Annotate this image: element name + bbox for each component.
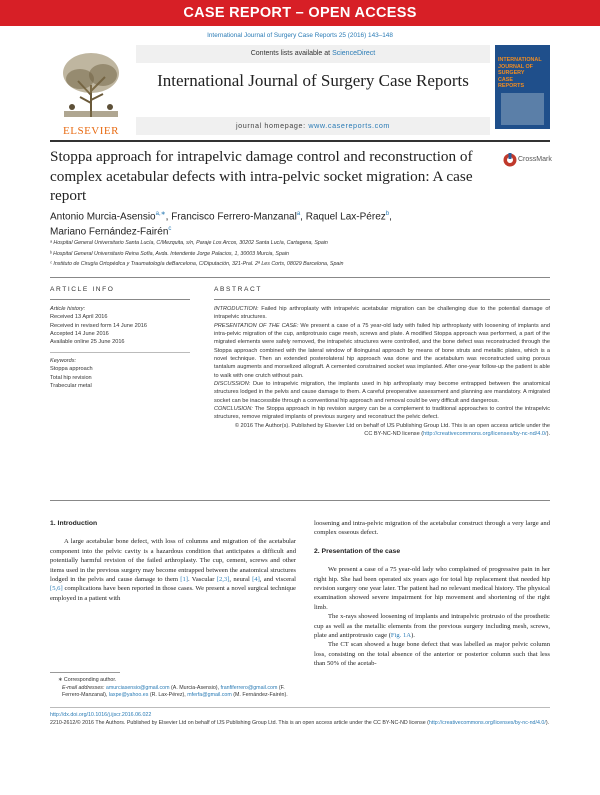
- homepage-bar: [136, 117, 490, 135]
- email-label: E-mail addresses:: [62, 684, 106, 691]
- section-rule: [50, 277, 550, 278]
- body-column-left: [50, 519, 296, 603]
- abstract-discussion-label: DISCUSSION:: [214, 381, 251, 388]
- homepage-prefix: journal homepage:: [235, 121, 309, 130]
- copyright-text: 2210-2612/© 2016 The Authors. Published by Elsevier Ltd on behalf of IJS Publishing Group Ltd. This is an open access article under the CC BY-NC-ND license (: [50, 719, 429, 726]
- history-entry: Available online 25 June 2016: [50, 339, 125, 346]
- keywords-rule: [50, 352, 190, 353]
- presentation-paragraph: [314, 612, 550, 640]
- author-name[interactable]: Antonio Murcia-Asensio: [50, 211, 156, 223]
- license-link[interactable]: http://creativecommons.org/licenses/by-nc-nd/4.0/: [423, 431, 547, 438]
- footnotes: [50, 677, 296, 700]
- history-entry: Received 13 April 2016: [50, 314, 108, 321]
- copyright-license-link[interactable]: http://creativecommons.org/licenses/by-nc-nd/4.0/: [428, 719, 546, 726]
- crossmark-button[interactable]: [503, 150, 551, 172]
- presentation-heading: 2. Presentation of the case: [314, 547, 401, 555]
- cover-line: CASE: [498, 76, 513, 83]
- author-list: [50, 208, 550, 239]
- keywords-label: Keywords:: [50, 358, 77, 364]
- header-rule: [50, 140, 550, 142]
- open-access-banner: CASE REPORT – OPEN ACCESS: [0, 0, 600, 26]
- abstract-intro: [214, 305, 550, 322]
- journal-masthead: [50, 45, 550, 135]
- introduction-continuation: loosening and intra-pelvic migration of the acetabular construct through a very large and complex osseous defect.: [314, 520, 550, 537]
- author-name[interactable]: Raquel Lax-Pérez: [305, 211, 386, 223]
- contents-bar: [136, 45, 490, 63]
- affiliation-line: ᵃ Hospital General Universitario Santa Lucía, C/Mezquita, s/n, Paraje Los Arcos, 30202 Santa Lucía, Cartagena, Spain: [50, 240, 328, 246]
- body-text: ).: [411, 632, 415, 640]
- article-history: [50, 305, 188, 346]
- figure-link[interactable]: Fig. 1A: [390, 632, 412, 640]
- abstract-presentation: [214, 322, 550, 380]
- citation-link[interactable]: [5,6]: [50, 585, 63, 593]
- citation-link[interactable]: [4]: [252, 576, 260, 584]
- copyright-statement: [50, 720, 550, 728]
- journal-citation-link[interactable]: International Journal of Surgery Case Reports 25 (2016) 143–148: [207, 32, 393, 39]
- abstract-intro-label: INTRODUCTION:: [214, 306, 259, 312]
- citation-link[interactable]: [2,3]: [216, 576, 230, 584]
- corresponding-author-note: ∗ Corresponding author.: [58, 677, 117, 683]
- doi-link[interactable]: http://dx.doi.org/10.1016/j.ijscr.2016.06.022: [50, 712, 152, 718]
- journal-title: International Journal of Surgery Case Reports: [157, 71, 469, 90]
- body-rule: [50, 500, 550, 501]
- author-separator: ,: [389, 211, 392, 223]
- body-text: . Vascular: [188, 576, 217, 584]
- email-owner: (A. Murcia-Asensio),: [169, 684, 219, 691]
- abstract-intro-text: Failed hip arthroplasty with intrapelvic acetabular migration can be challenging due to the potential damage of intrapelvic structures.: [214, 306, 550, 321]
- license-statement: [214, 422, 550, 439]
- footnote-rule: [50, 672, 120, 673]
- cover-line: SURGERY: [498, 70, 525, 77]
- email-link[interactable]: amurciasensio@gmail.com: [105, 684, 170, 691]
- keyword: Trabecular metal: [50, 382, 92, 389]
- info-rule: [50, 299, 190, 300]
- keyword: Stoppa approach: [50, 366, 93, 373]
- journal-cover-thumbnail: [495, 45, 550, 129]
- license-text: © 2016 The Author(s). Published by Elsevier Ltd on behalf of IJS Publishing Group Ltd. This is an open access article under the CC BY-NC-ND license (: [234, 422, 550, 438]
- author-affiliation-mark[interactable]: b: [385, 211, 390, 217]
- publisher-name: ELSEVIER: [63, 125, 119, 137]
- masthead-center: [136, 45, 490, 135]
- crossmark-icon: [503, 151, 517, 169]
- author-affiliation-mark[interactable]: a: [296, 211, 301, 217]
- body-text: complications have been reported in those cases. We present a novel surgical technique employed in a patient with: [50, 585, 296, 602]
- cover-image: [501, 93, 544, 125]
- body-text: , neural: [229, 576, 253, 584]
- history-entry: Accepted 14 June 2016: [50, 330, 109, 337]
- introduction-heading: 1. Introduction: [50, 520, 98, 527]
- cover-line: JOURNAL OF: [498, 63, 533, 70]
- email-owner: (M. Fernández-Fairén).: [231, 692, 288, 699]
- author-name[interactable]: Mariano Fernández-Fairén: [50, 226, 169, 238]
- sciencedirect-link[interactable]: ScienceDirect: [332, 50, 376, 57]
- abstract-discussion-text: Due to intrapelvic migration, the implants used in hip arthroplasty may become entrapped between the anatomical structures lodged in the pelvis and cause damage to them. A careful preoperative assessment and planning are mandatory. A migrated socket can be inaccessible through a conventional hip approach and removal could be very difficult and dangerous.: [214, 381, 550, 404]
- article-info-heading: ARTICLE INFO: [50, 286, 115, 293]
- introduction-paragraph: [50, 537, 296, 603]
- email-link[interactable]: franfiferrero@gmail.com: [220, 684, 278, 691]
- author-name[interactable]: Francisco Ferrero-Manzanal: [171, 211, 297, 223]
- history-label: Article history:: [50, 306, 86, 312]
- abstract-conclusion: [214, 405, 550, 422]
- presentation-paragraph: We present a case of a 75 year-old lady who complained of progressive pain in her right hip. She had been operated six years ago for total hip replacement that needed hip revision surgery one year later. The patient had no relevant medical history. The physical examination showed severe impairment for hip movement and shortening of the right limb.: [314, 566, 550, 611]
- abstract-heading: ABSTRACT: [214, 286, 262, 293]
- body-text: A large acetabular bone defect, with loss of columns and migration of the acetabular component into the pelvic cavity is a hazardous condition that anticipates a difficult and potentially harmful revision of the failed arthroplasty. The cup, cement, screws and other items used in the previous surgery may become entrapped between the anatomical structures lodged in the pelvis and cause damage to them: [50, 538, 296, 584]
- affiliation-line: ᵇ Hospital General Universitario Reina Sofía, Avda. Intendente Jorge Palacios, 1, 30003 Murcia, Spain: [50, 250, 289, 257]
- cover-line: REPORTS: [498, 83, 525, 90]
- copyright-end: ).: [545, 719, 550, 726]
- email-link[interactable]: mferfa@gmail.com: [187, 692, 232, 699]
- crossmark-label: CrossMark: [518, 156, 552, 163]
- keywords: [50, 357, 188, 390]
- article-title: Stoppa approach for intrapelvic damage control and reconstruction of complex acetabular defects with intra-pelvic socket migration: A case report: [50, 148, 473, 204]
- body-text: The x-rays showed loosening of implants and intrapelvic protrusio of the prosthetic cup as well as the metallic elements from the previous surgery including mesh, screws, plate and antiprotrusio cage (: [314, 613, 550, 640]
- cover-line: INTERNATIONAL: [498, 57, 542, 63]
- citation-link[interactable]: [1]: [180, 576, 188, 584]
- body-column-right: [314, 519, 550, 669]
- abstract-presentation-label: PRESENTATION OF THE CASE:: [214, 322, 299, 329]
- email-owner: (F. Ferrero-Manzanal),: [62, 684, 285, 699]
- keyword: Total hip revision: [50, 374, 92, 381]
- email-owner: (R. Lax-Pérez),: [148, 692, 186, 699]
- contents-prefix: Contents lists available at: [250, 50, 333, 57]
- affiliation-line: ᶜ Instituto de Cirugía Ortopédica y Traumatología deBarcelona, C/Diputación, 321-Pral. 2ª Les Corts, 08029 Barcelona, Spain: [50, 261, 344, 267]
- presentation-paragraph: The CT scan showed a huge bone defect that was labelled as major pelvic column loss, consisting on the total absence of the anterior or posterior column such that less than 50% of the acetab-: [314, 641, 550, 668]
- homepage-link[interactable]: www.casereports.com: [308, 121, 391, 130]
- elsevier-tree-logo-icon: [50, 45, 132, 135]
- abstract-conclusion-text: The Stoppa approach in hip revision surgery can be a complement to traditional approaches to control the intrapelvic structures, remove migrated implants of previous surgery and reconstruct the pelvic defect.: [214, 406, 550, 421]
- license-end: ).: [546, 431, 550, 438]
- body-text: , and visceral: [259, 576, 297, 584]
- email-link[interactable]: laxpe@yahoo.es: [108, 692, 149, 699]
- author-affiliation-mark[interactable]: a,∗: [155, 211, 166, 217]
- abstract-rule: [214, 299, 550, 300]
- doi-rule: [50, 707, 550, 708]
- abstract-conclusion-label: CONCLUSION:: [214, 406, 253, 413]
- abstract-presentation-text: We present a case of a 75 year-old lady with failed hip arthroplasty with loosening of implants and intra-pelvic migration of the cup, antiprotrusio cage mesh, screws and plate. A modified Stoppa approach was performed, a part of the migrated elements were safely removed, the intrapelvic structures were controlled, and the bone defect was reconstructed through the Stoppa approach combined with the lateral window of ilioinguinal approach by means of bone struts and metallic plates, which is a novel technique. Then an extended posterolateral hip approach was done and the acetabulum was reconstructed using porous tantalum augments and morselized allograft. A cemented constrained socket was implanted. After one-year follow-up the patient is able to walk with one crutch without pain.: [214, 322, 550, 379]
- author-separator: ,: [165, 211, 172, 223]
- author-affiliation-mark[interactable]: c: [168, 226, 172, 233]
- doi-block: [50, 712, 550, 727]
- abstract-text: [214, 305, 550, 439]
- affiliations: [50, 238, 550, 270]
- history-entry: Received in revised form 14 June 2016: [50, 322, 148, 329]
- author-separator: ,: [300, 211, 306, 223]
- email-addresses: [50, 685, 296, 700]
- abstract-discussion: [214, 380, 550, 405]
